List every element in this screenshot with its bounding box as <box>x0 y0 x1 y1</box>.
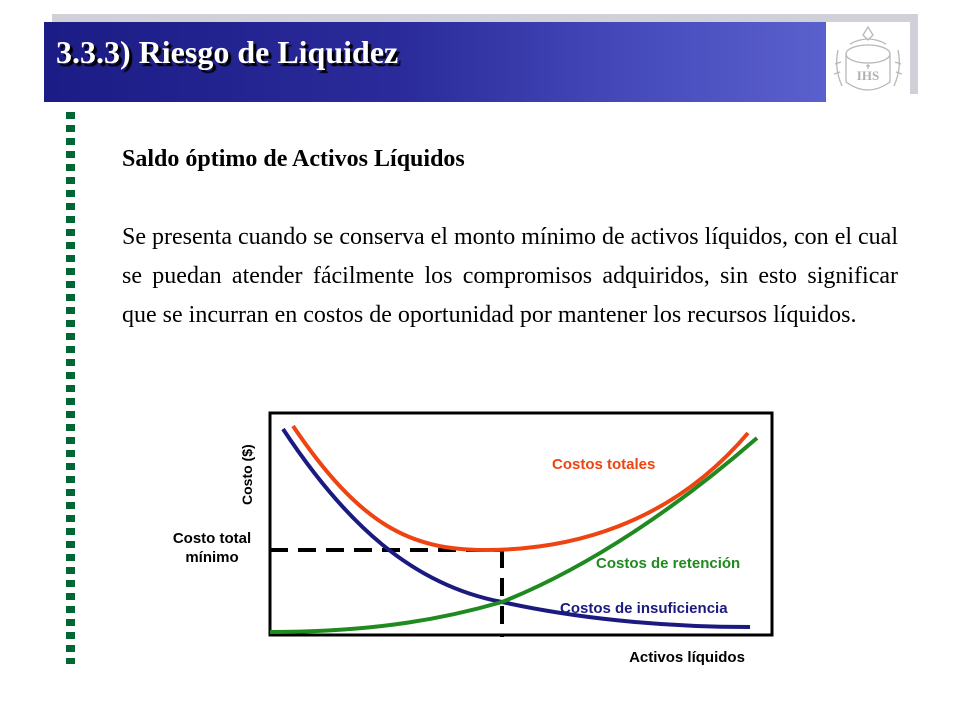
section-subtitle: Saldo óptimo de Activos Líquidos <box>122 146 465 172</box>
svg-text:IHS: IHS <box>856 68 880 83</box>
retention-cost-label: Costos de retención <box>596 555 741 572</box>
total-cost-label: Costos totales <box>552 456 656 473</box>
description-paragraph: Se presenta cuando se conserva el monto mínimo de activos líquidos, con el cual se puedan atender fácilmente los compromisos adquiridos, sin esto significar que se incurran en costos de oportunidad por mantener los recursos líquidos. <box>122 224 898 328</box>
y-axis-label: Costo ($) <box>239 444 255 505</box>
university-logo <box>826 22 910 102</box>
minimum-cost-label-line1: Costo total <box>172 530 252 547</box>
cost-curves-diagram <box>150 405 790 675</box>
minimum-cost-label-line2: mínimo <box>185 549 239 566</box>
slide-title: 3.3.3) Riesgo de Liquidez <box>56 34 399 70</box>
shortage-cost-label: Costos de insuficiencia <box>560 600 728 617</box>
x-axis-label: Activos líquidos <box>629 649 745 666</box>
university-seal-icon <box>826 22 910 102</box>
decorative-dotted-line <box>66 112 75 664</box>
title-bar <box>44 22 826 102</box>
